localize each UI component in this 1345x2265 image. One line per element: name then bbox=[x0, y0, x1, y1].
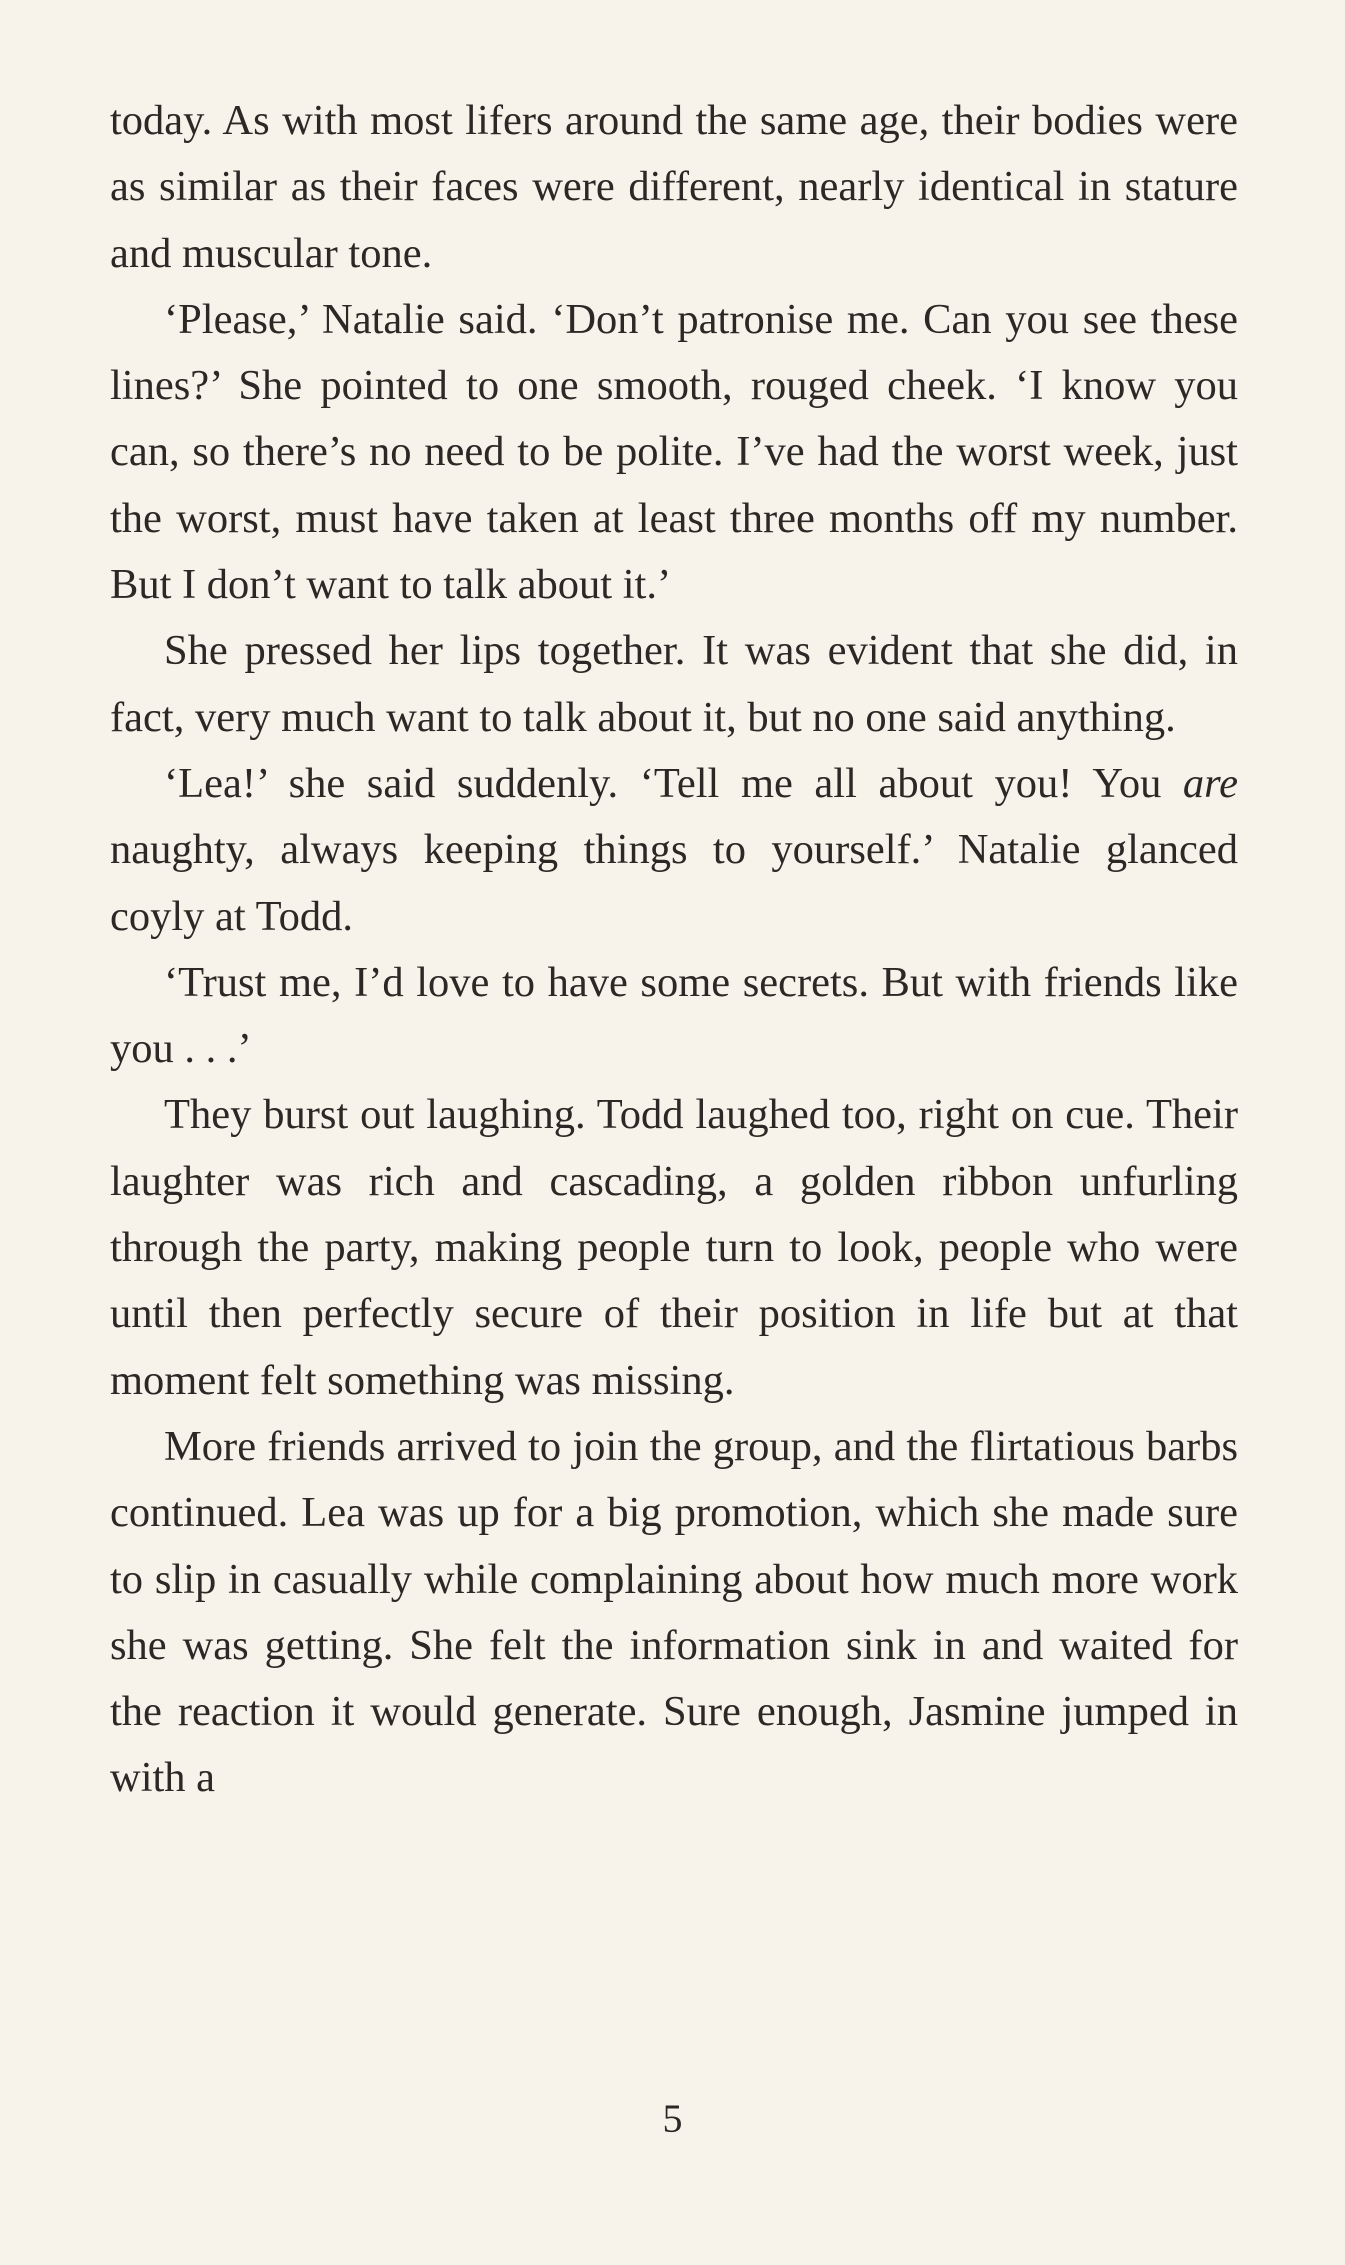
body-text bbox=[110, 88, 1238, 1812]
paragraph-4-before: ‘Lea!’ she said suddenly. ‘Tell me all about you! You bbox=[164, 759, 1183, 807]
paragraph-4-after: naughty, always keeping things to yourself.’ Natalie glanced coyly at Todd. bbox=[110, 826, 1238, 940]
paragraph-5: ‘Trust me, I’d love to have some secrets. But with friends like you . . .’ bbox=[110, 958, 1238, 1073]
paragraph-4 bbox=[110, 751, 1238, 950]
paragraph-3: She pressed her lips together. It was evident that she did, in fact, very much want to talk about it, but no one said anything. bbox=[110, 627, 1238, 741]
page-number: 5 bbox=[662, 2096, 683, 2141]
paragraph-1: today. As with most lifers around the same age, their bodies were as similar as their faces were different, nearly identical in stature and muscular tone. bbox=[110, 97, 1238, 277]
paragraph-2: ‘Please,’ Natalie said. ‘Don’t patronise me. Can you see these lines?’ She pointed to one smooth, rouged cheek. ‘I know you can, so there’s no need to be polite. I’ve had the worst week, just the worst, must have taken at least three months off my number. But I don’t want to talk about it.’ bbox=[110, 295, 1238, 609]
paragraph-4-emphasis: are bbox=[1182, 759, 1238, 807]
paragraph-6: They burst out laughing. Todd laughed too, right on cue. Their laughter was rich and cascading, a golden ribbon unfurling through the party, making people turn to look, people who were until then perfectly secure of their position in life but at that moment felt something was missing. bbox=[110, 1091, 1238, 1404]
paragraph-7: More friends arrived to join the group, and the flirtatious barbs continued. Lea was up for a big promotion, which she made sure to slip in casually while complaining about how much more work she was getting. She felt the information sink in and waited for the reaction it would generate. Sure enough, Jasmine jumped in with a bbox=[110, 1422, 1238, 1802]
